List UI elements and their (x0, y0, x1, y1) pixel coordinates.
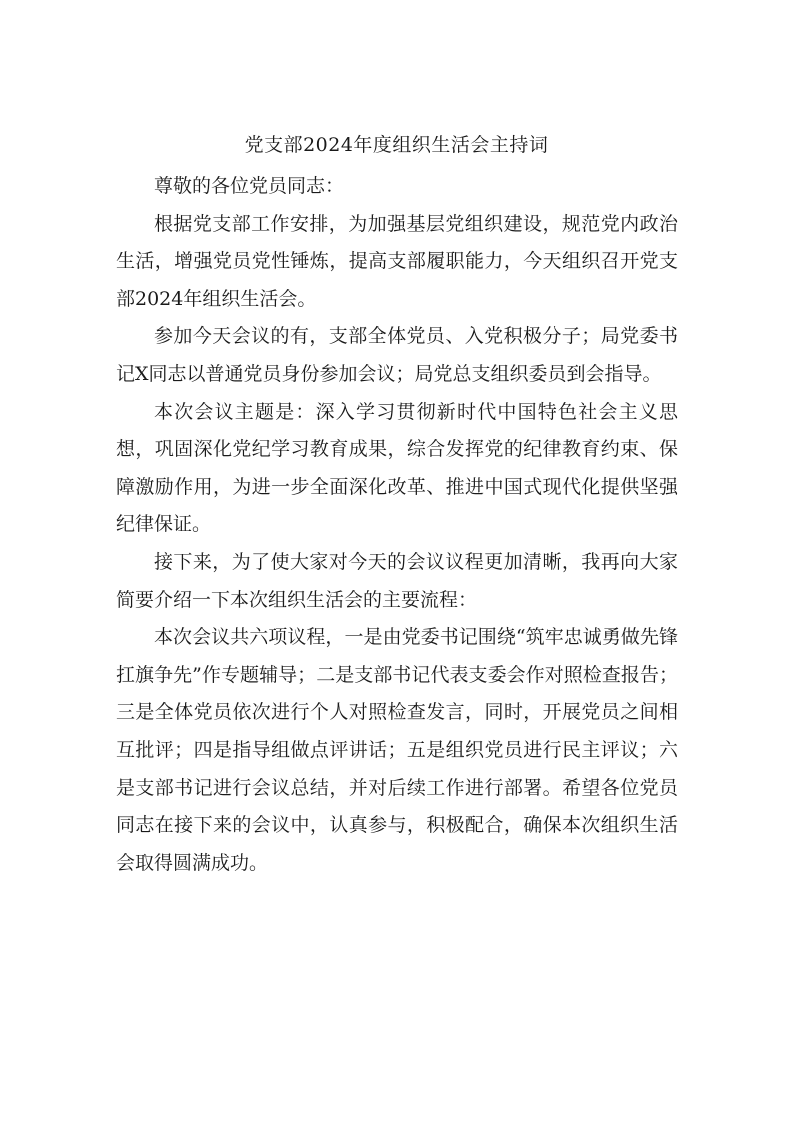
paragraph-transition: 接下来，为了使大家对今天的会议议程更加清晰，我再向大家简要介绍一下本次组织生活会的主要流程： (116, 550, 678, 611)
paragraph-purpose: 根据党支部工作安排，为加强基层党组织建设，规范党内政治生活，增强党员党性锤炼，提高支部履职能力，今天组织召开党支部2024年组织生活会。 (116, 212, 678, 310)
paragraph-attendees: 参加今天会议的有，支部全体党员、入党积极分子；局党委书记X同志以普通党员身份参加会议；局党总支组织委员到会指导。 (116, 325, 678, 385)
paragraph-agenda: 本次会议共六项议程，一是由党委书记围绕“筑牢忠诚勇做先锋扛旗争先”作专题辅导；二是支部书记代表支委会作对照检查报告；三是全体党员依次进行个人对照检查发言，同时，开展党员之间相互批评；四是指导组做点评讲话；五是组织党员进行民主评议；六是支部书记进行会议总结，并对后续工作进行部署。希望各位党员同志在接下来的会议中，认真参与，积极配合，确保本次组织生活会取得圆满成功。 (116, 626, 678, 874)
document-body (116, 168, 678, 882)
paragraph-salutation: 尊敬的各位党员同志： (154, 175, 345, 197)
document-title: 党支部2024年度组织生活会主持词 (244, 134, 549, 156)
paragraph-theme: 本次会议主题是：深入学习贯彻新时代中国特色社会主义思想，巩固深化党纪学习教育成果，综合发挥党的纪律教育约束、保障激励作用，为进一步全面深化改革、推进中国式现代化提供坚强纪律保证。 (116, 400, 678, 536)
